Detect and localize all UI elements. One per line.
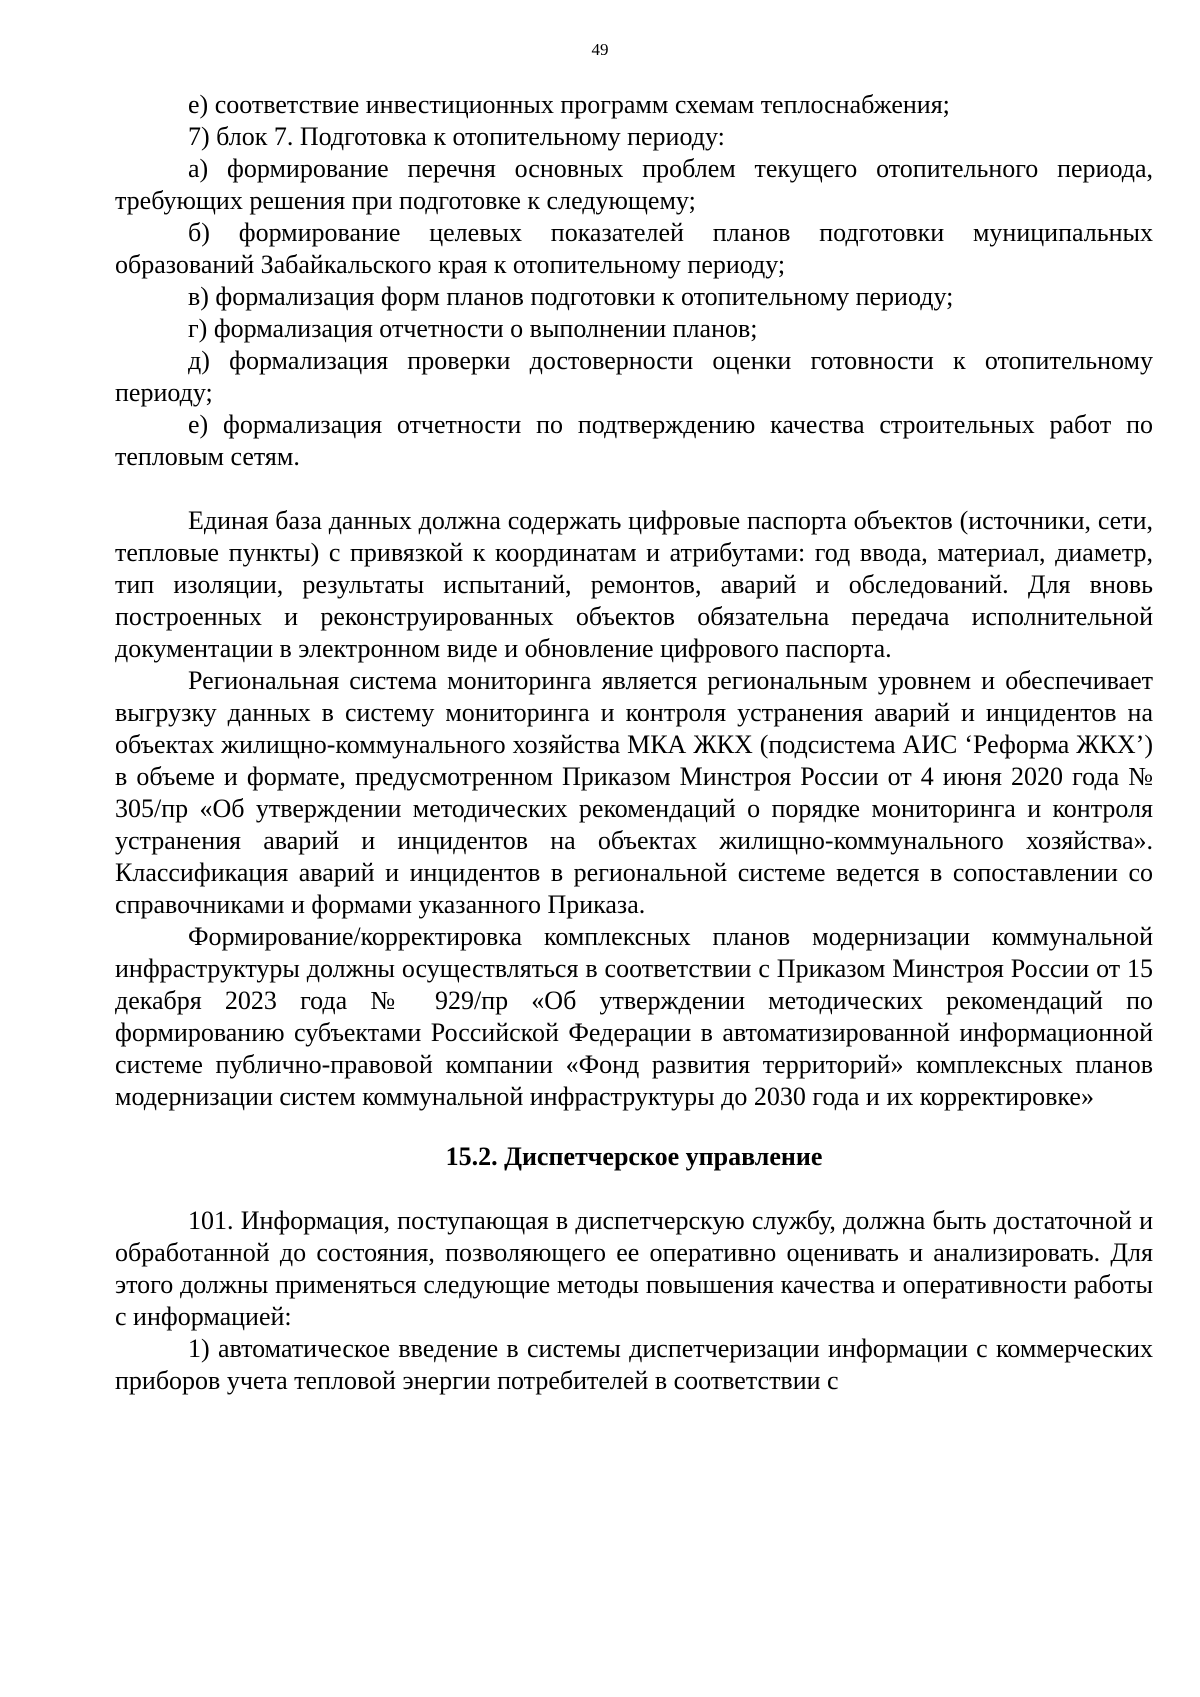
list-item: д) формализация проверки достоверности оценки готовности к отопительному периоду; — [115, 346, 1153, 407]
list-item: е) соответствие инвестиционных программ схемам теплоснабжения; — [188, 90, 950, 119]
page-number: 49 — [591, 40, 609, 59]
section-heading: 15.2. Диспетчерское управление — [445, 1142, 823, 1171]
list-item: г) формализация отчетности о выполнении планов; — [188, 314, 758, 343]
body-paragraph: 101. Информация, поступающая в диспетчерскую службу, должна быть достаточной и обработанной до состояния, позволяющего ее оперативно оценивать и анализировать. Для этого должны применяться следующие методы повышения качества и оперативности работы с информацией: — [115, 1206, 1153, 1331]
body-paragraph: 1) автоматическое введение в системы диспетчеризации информации с коммерческих приборов учета тепловой энергии потребителей в соответствии с — [115, 1334, 1153, 1395]
body-paragraph: Региональная система мониторинга является региональным уровнем и обеспечивает выгрузку данных в систему мониторинга и контроля устранения аварий и инцидентов на объектах жилищно-коммунального хозяйства МКА ЖКХ (подсистема АИС ‘Реформа ЖКХ’) в объеме и формате, предусмотренном Приказом Минстроя России от 4 июня 2020 года № 305/пр «Об утверждении методических рекомендаций о порядке мониторинга и контроля устранения аварий и инцидентов на объектах жилищно-коммунального хозяйства». Классификация аварий и инцидентов в региональной системе ведется в сопоставлении со справочниками и формами указанного Приказа. — [115, 666, 1153, 919]
page-content — [115, 89, 1153, 1397]
body-paragraph: Формирование/корректировка комплексных планов модернизации коммунальной инфраструктуры должны осуществляться в соответствии с Приказом Минстроя России от 15 декабря 2023 года № 929/пр «Об утверждении методических рекомендаций по формированию субъектами Российской Федерации в автоматизированной информационной системе публично-правовой компании «Фонд развития территорий» комплексных планов модернизации систем коммунальной инфраструктуры до 2030 года и их корректировке» — [115, 922, 1153, 1111]
paragraph-spacer — [115, 473, 1153, 505]
list-item: е) формализация отчетности по подтверждению качества строительных работ по тепловым сетям. — [115, 410, 1153, 471]
list-item: в) формализация форм планов подготовки к отопительному периоду; — [188, 282, 954, 311]
list-item: б) формирование целевых показателей планов подготовки муниципальных образований Забайкальского края к отопительному периоду; — [115, 218, 1153, 279]
list-item: 7) блок 7. Подготовка к отопительному периоду: — [188, 122, 725, 151]
body-paragraph: Единая база данных должна содержать цифровые паспорта объектов (источники, сети, тепловые пункты) с привязкой к координатам и атрибутами: год ввода, материал, диаметр, тип изоляции, результаты испытаний, ремонтов, аварий и обследований. Для вновь построенных и реконструированных объектов обязательна передача исполнительной документации в электронном виде и обновление цифрового паспорта. — [115, 506, 1153, 663]
list-item: а) формирование перечня основных проблем текущего отопительного периода, требующих решения при подготовке к следующему; — [115, 154, 1153, 215]
